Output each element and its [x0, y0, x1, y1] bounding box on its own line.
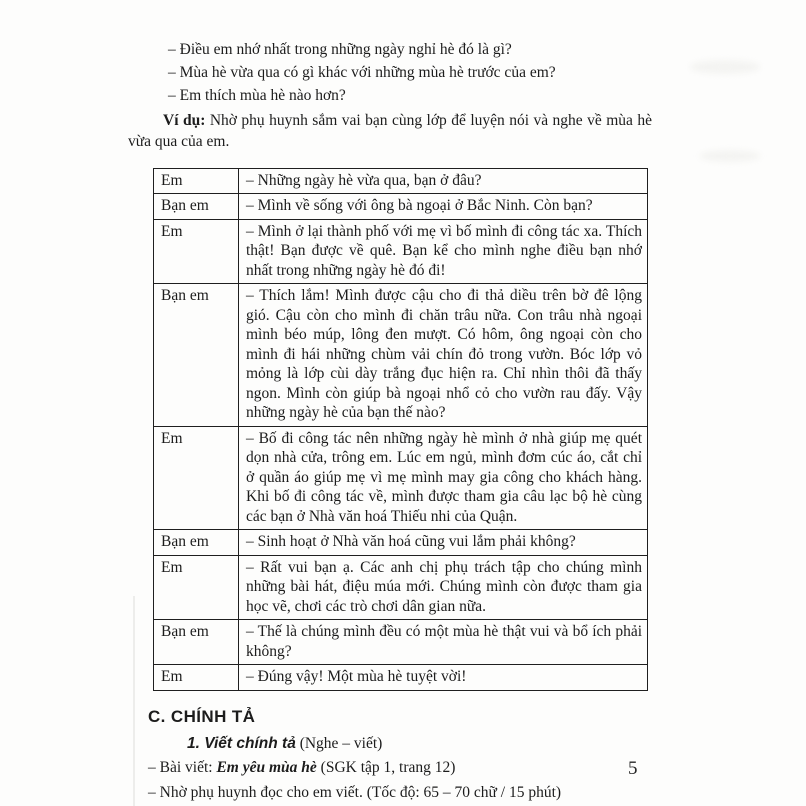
dialogue-cell: – Bố đi công tác nên những ngày hè mình ở nhà giúp mẹ quét dọn nhà cửa, trông em. Lúc em ngủ, mình đơm cúc áo, cắt chỉ ở quần áo giúp mẹ vì mẹ mình may gia công cho khách hàng. Khi bố đi công tác về, mình được tham gia câu lạc bộ hè cùng các bạn ở Nhà văn hoá Thiếu nhi của Quận. — [239, 426, 648, 530]
nho-phu-huynh-line: – Nhờ phụ huynh đọc cho em viết. (Tốc độ: 65 – 70 chữ / 15 phút) — [148, 783, 562, 801]
dialogue-cell: – Đúng vậy! Một mùa hè tuyệt vời! — [239, 665, 648, 691]
table-row — [154, 426, 648, 530]
speaker-cell: Em — [154, 219, 239, 284]
speaker-cell: Em — [154, 426, 239, 530]
section-heading: C. CHÍNH TẢ — [148, 706, 256, 726]
sub-item-title: 1. Viết chính tả — [187, 734, 296, 752]
scan-artifact — [700, 150, 760, 162]
speaker-cell: Em — [154, 555, 239, 620]
speaker-cell: Bạn em — [154, 530, 239, 556]
table-row — [154, 530, 648, 556]
dialogue-cell: – Mình ở lại thành phố với mẹ vì bố mình đi công tác xa. Thích thật! Bạn được về quê. Bạn kể cho mình nghe điều bạn nhớ nhất trong những ngày hè đó đi! — [239, 219, 648, 284]
table-row — [154, 219, 648, 284]
table-row — [154, 284, 648, 427]
bai-viet-line — [148, 755, 652, 780]
dialogue-cell: – Rất vui bạn ạ. Các anh chị phụ trách tập cho chúng mình những bài hát, điệu múa mới. Chúng mình còn được tham gia học vẽ, chơi các trò chơi dân gian nữa. — [239, 555, 648, 620]
page-number: 5 — [628, 758, 638, 779]
section-chinh-ta — [128, 705, 652, 805]
bai-viet-title: Em yêu mùa hè — [216, 758, 317, 776]
speaker-cell: Em — [154, 665, 239, 691]
sub-item-suffix: (Nghe – viết) — [295, 734, 383, 752]
dialogue-cell: – Mình về sống với ông bà ngoại ở Bắc Ninh. Còn bạn? — [239, 194, 648, 220]
speaker-cell: Bạn em — [154, 284, 239, 427]
speaker-cell: Bạn em — [154, 620, 239, 665]
dialogue-cell: – Thích lắm! Mình được cậu cho đi thả diều trên bờ đê lộng gió. Cậu còn cho mình đi chăn trâu nữa. Con trâu nhà ngoại mình béo múp, lông đen mượt. Có hôm, ông ngoại còn cho mình đi hái những chùm vải chín đỏ trong vườn. Bóc lớp vỏ mỏng là lớp cùi dày trắng đục hiện ra. Chỉ nhìn thôi đã thấy ngon. Mình còn giúp bà ngoại nhổ cỏ cho vườn rau đấy. Vậy những ngày hè của bạn thế nào? — [239, 284, 648, 427]
intro-question: – Em thích mùa hè nào hơn? — [168, 87, 346, 104]
table-row — [154, 168, 648, 194]
bai-viet-prefix: – Bài viết: — [148, 758, 217, 776]
speaker-cell: Em — [154, 168, 239, 194]
intro-question-list — [128, 38, 652, 107]
dialogue-cell: – Sinh hoạt ở Nhà văn hoá cũng vui lắm phải không? — [239, 530, 648, 556]
intro-question: – Điều em nhớ nhất trong những ngày nghỉ hè đó là gì? — [168, 41, 512, 58]
example-text: Nhờ phụ huynh sắm vai bạn cùng lớp để luyện nói và nghe về mùa hè vừa qua của em. — [128, 112, 652, 150]
speaker-cell: Bạn em — [154, 194, 239, 220]
example-paragraph — [128, 110, 652, 152]
dialogue-cell: – Những ngày hè vừa qua, bạn ở đâu? — [239, 168, 648, 194]
table-row — [154, 194, 648, 220]
page-content — [128, 38, 652, 805]
scan-artifact — [690, 60, 760, 74]
example-label: Ví dụ: — [163, 112, 206, 129]
table-row — [154, 620, 648, 665]
dialogue-cell: – Thế là chúng mình đều có một mùa hè thật vui và bổ ích phải không? — [239, 620, 648, 665]
dialogue-table — [153, 168, 648, 691]
intro-question: – Mùa hè vừa qua có gì khác với những mùa hè trước của em? — [168, 64, 556, 81]
page-edge-shadow — [133, 596, 135, 806]
table-row — [154, 555, 648, 620]
bai-viet-suffix: (SGK tập 1, trang 12) — [316, 758, 456, 776]
table-row — [154, 665, 648, 691]
sub-item-viet-chinh-ta — [187, 732, 652, 755]
